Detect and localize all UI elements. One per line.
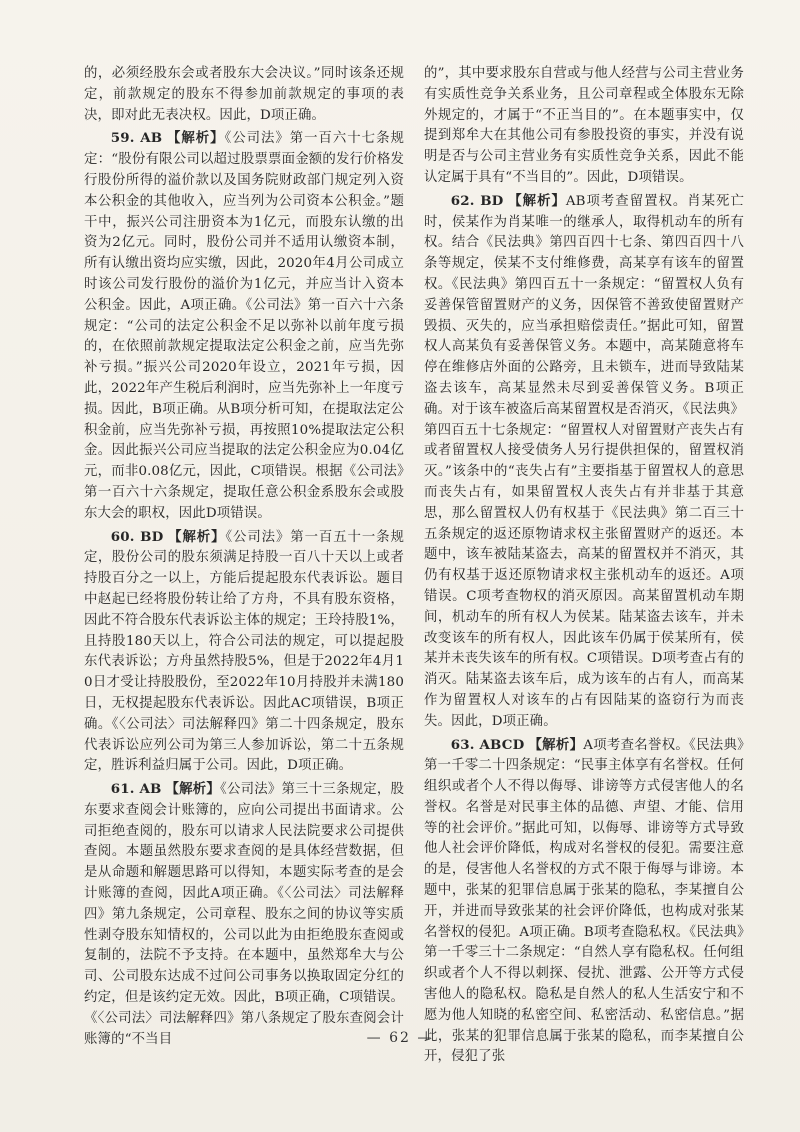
answer-61-body: 《公司法》第三十三条规定，股东要求查阅会计账簿的，应向公司提出书面请求。公司拒绝查阅的，股东可以请求人民法院要求公司提供查阅。本题虽然股东要求查阅的是具体经营数据，但是从命题和解题思路可以得知，本题实际考查的是会计账簿的查阅，因此A项正确。《〈公司法〉司法解释四》第九条规定，公司章程、股东之间的协议等实质性剥夺股东知情权的，公司以此为由拒绝股东查阅或复制的，法院不予支持。在本题中，虽然郑牟大与公司、公司股东达成不过问公司事务以换取固定分红的约定，但是该约定无效。因此，B项正确，C项错误。《〈公司法〉司法解释四》第八条规定了股东查阅会计账簿的“不当目 [84,782,404,1047]
answer-61-number: 61. AB [110,781,162,798]
answer-63-number: 63. ABCD [450,736,525,753]
answer-62-number: 62. BD [450,192,504,209]
answer-62 [424,191,744,733]
answer-60-body: 《公司法》第一百五十一条规定，股份公司的股东须满足持股一百八十天以上或者持股百分之一以上，方能后提起股东代表诉讼。题目中赵起已经将股份转让给了方舟，不具有股东资格，因此不符合股东代表诉讼主体的规定；王玲持股1%，且持股180天以上，符合公司法的规定，可以提起股东代表诉讼；方舟虽然持股5%，但是于2022年4月10日才受让持股股份，至2022年10月持股并未满180日，无权提起股东代表诉讼。因此AC项错误，B项正确。《〈公司法〉司法解释四》第二十四条规定，股东代表诉讼应列公司为第三人参加诉讼，第二十五条规定，胜诉利益归属于公司。因此，D项正确。 [84,529,404,774]
left-continuation-paragraph: 的，必须经股东会或者股东大会决议。”同时该条还规定，前款规定的股东不得参加前款规定的事项的表决，即对此无表决权。因此，D项正确。 [84,66,404,123]
answer-63 [424,735,744,1069]
answer-59 [84,128,404,524]
answer-61 [84,779,404,1050]
answer-63-tag: 【解析】 [528,736,584,753]
answer-59-body: 《公司法》第一百六十七条规定：“股份有限公司以超过股票票面金额的发行价格发行股份所得的溢价款以及国务院财政部门规定列入资本公积金的其他收入，应当列为公司资本公积金。”题干中，振兴公司注册资本为1亿元，而股东认缴的出资为2亿元。同时，股份公司并不适用认缴资本制，所有认缴出资均应实缴，因此，2020年4月公司成立时该公司发行股份的溢价为1亿元，并应当计入资本公积金。因此，A项正确。《公司法》第一百六十六条规定：“公司的法定公积金不足以弥补以前年度亏损的，在依照前款规定提取法定公积金之前，应当先弥补亏损。”振兴公司2020年设立，2021年亏损，因此，2022年产生税后利润时，应当先弥补上一年度亏损。因此，B项正确。从B项分析可知，在提取法定公积金前，应当先弥补亏损，再按照10%提取法定公积金。因此振兴公司应当提取的法定公积金应为0.04亿元，而非0.08亿元，因此，C项错误。根据《公司法》第一百六十六条规定，提取任意公积金系股东会或股东大会的职权，因此D项错误。 [84,131,404,521]
answer-63-body: A项考查名誉权。《民法典》第一千零二十四条规定：“民事主体享有名誉权。任何组织或者个人不得以侮辱、诽谤等方式侵害他人的名誉权。名誉是对民事主体的品德、声望、才能、信用等的社会评价。”据此可知，以侮辱、诽谤等方式导致他人社会评价降低，构成对名誉权的侵犯。需要注意的是，侵害他人名誉权的方式不限于侮辱与诽谤。本题中，张某的犯罪信息属于张某的隐私，李某擅自公开，并进而导致张某的社会评价降低，也构成对张某名誉权的侵犯。A项正确。B项考查隐私权。《民法典》第一千零三十二条规定：“自然人享有隐私权。任何组织或者个人不得以刺探、侵扰、泄露、公开等方式侵害他人的隐私权。隐私是自然人的私人生活安宁和不愿为他人知晓的私密空间、私密活动、私密信息。”据此，张某的犯罪信息属于张某的隐私，而李某擅自公开，侵犯了张 [424,737,744,1065]
answer-59-tag: 【解析】 [166,130,225,147]
answer-62-tag: 【解析】 [507,192,566,209]
page-number: — 62 — [366,1030,434,1046]
answer-60-number: 60. BD [110,528,164,545]
answer-59-number: 59. AB [110,130,163,147]
answer-61-tag: 【解析】 [165,781,221,798]
answer-60 [84,527,404,778]
answer-62-body: AB项考查留置权。肖某死亡时，侯某作为肖某唯一的继承人，取得机动车的所有权。结合《民法典》第四百四十七条、第四百四十八条等规定，侯某不支付维修费，高某享有该车的留置权。《民法典》第四百五十一条规定：“留置权人负有妥善保管留置财产的义务，因保管不善致使留置财产毁损、灭失的，应当承担赔偿责任。”据此可知，留置权人高某负有妥善保管义务。本题中，高某随意将车停在维修店外面的公路旁，且未锁车，进而导致陆某盗去该车，高某显然未尽到妥善保管义务。B项正确。对于该车被盗后高某留置权是否消灭，《民法典》第四百五十七条规定：“留置权人对留置财产丧失占有或者留置权人接受债务人另行提供担保的，留置权消灭。”该条中的“丧失占有”主要指基于留置权人的意思而丧失占有，如果留置权人丧失占有并非基于其意思，那么留置权人仍有权基于《民法典》第二百三十五条规定的返还原物请求权主张留置财产的返还。本题中，该车被陆某盗去，高某的留置权并不消灭，其仍有权基于返还原物请求权主张机动车的返还。A项错误。C项考查物权的消灭原因。高某留置机动车期间，机动车的所有权人为侯某。陆某盗去该车，并未改变该车的所有权人，因此该车仍属于侯某所有，侯某并未丧失该车的所有权。C项错误。D项考查占有的消灭。陆某盗去该车后，成为该车的占有人，而高某作为留置权人对该车的占有因陆某的盗窃行为而丧失。因此，D项正确。 [424,193,744,729]
right-column [424,64,744,1070]
right-continuation-paragraph: 的”，其中要求股东自营或与他人经营与公司主营业务有实质性竞争关系业务，且公司章程或全体股东无除外规定的，才属于“不正当目的”。在本题事实中，仅提到郑牟大在其他公司有参股投资的事实，并没有说明是否与公司主营业务有实质性竞争关系，因此不能认定属于具有“不当目的”。因此，D项错误。 [424,66,744,185]
left-column [84,64,404,1052]
answer-60-tag: 【解析】 [167,528,226,545]
